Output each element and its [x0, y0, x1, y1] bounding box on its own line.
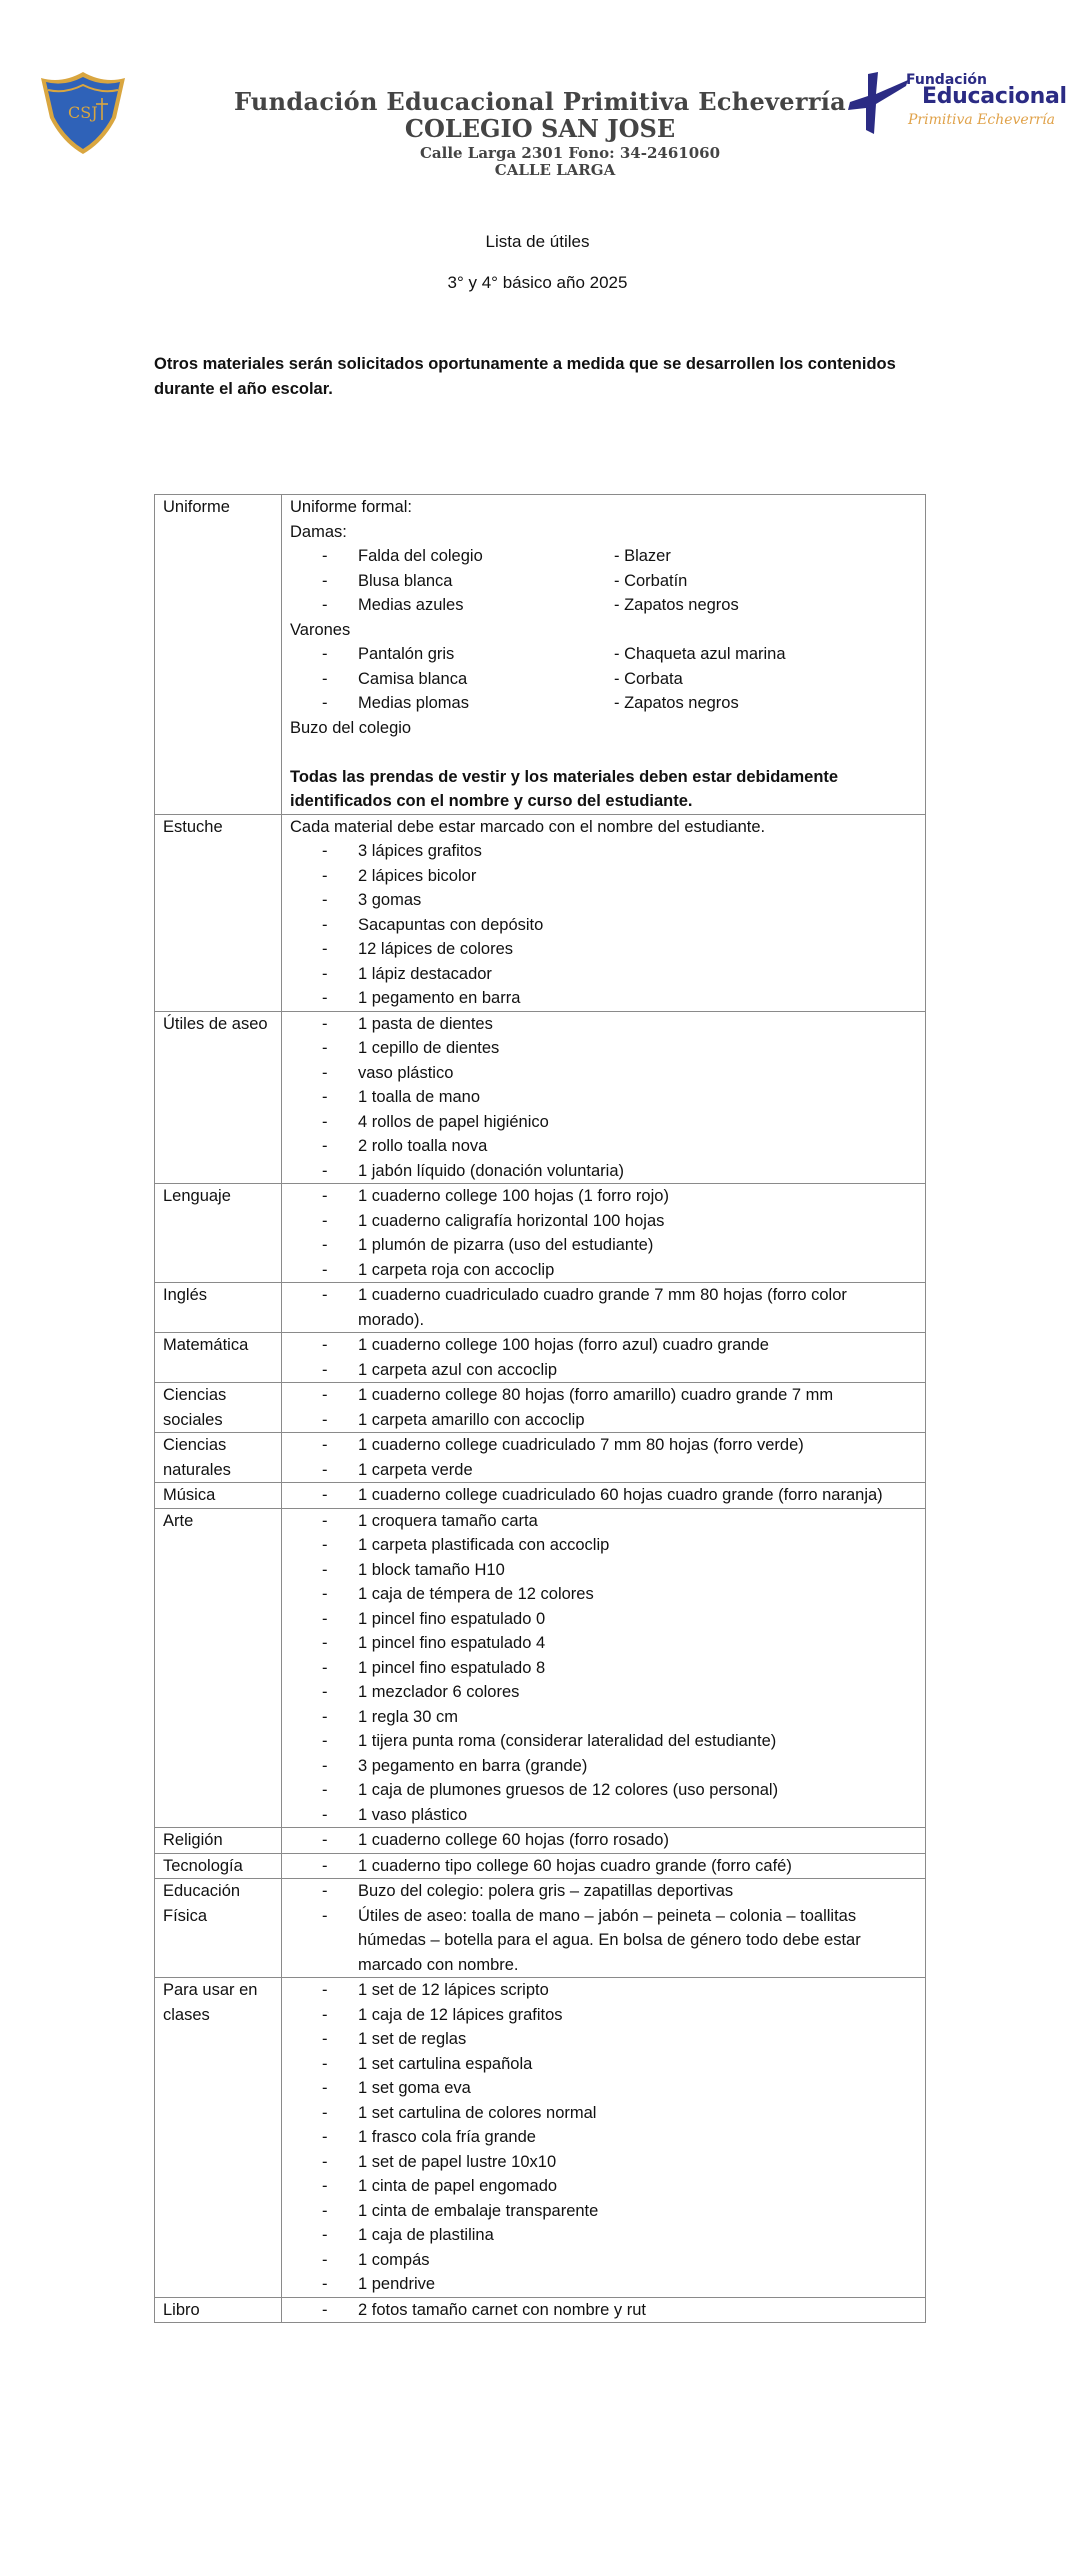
subject-cell: Lenguaje [155, 1184, 282, 1283]
list-item [290, 937, 925, 962]
list-item [290, 1680, 925, 1705]
subject-cell: Música [155, 1483, 282, 1509]
list-item [290, 1778, 925, 1803]
item-text: 1 block tamaño H10 [358, 1560, 505, 1579]
dash-bullet: - [322, 1560, 328, 1579]
logo-word-fundacion: Fundación [906, 72, 987, 88]
list-item [290, 1358, 925, 1383]
list-item [290, 1483, 925, 1508]
subject-cell: Libro [155, 2297, 282, 2323]
item-text: 1 carpeta amarillo con accoclip [358, 1410, 585, 1429]
table-row [155, 1978, 926, 2298]
dash-bullet: - [322, 1732, 328, 1750]
dash-bullet: - [322, 1236, 328, 1254]
dash-bullet: - [322, 1634, 328, 1652]
list-item [290, 1184, 925, 1209]
list-item [290, 1509, 925, 1534]
item-text: 1 jabón líquido (donación voluntaria) [358, 1161, 625, 1180]
list-item: - Falda del colegio - Blazer [322, 547, 671, 565]
list-item [290, 2003, 925, 2028]
dash-bullet: - [322, 2300, 328, 2319]
list-item [290, 839, 925, 864]
item-text: 1 set cartulina española [358, 2054, 533, 2073]
list-item [290, 2101, 925, 2126]
item-text: 1 cinta de embalaje transparente [358, 2201, 599, 2220]
item-text: 12 lápices de colores [358, 940, 514, 958]
item-text: vaso plástico [358, 1063, 454, 1082]
item-text: 1 cepillo de dientes [358, 1039, 500, 1057]
table-row [155, 1508, 926, 1828]
item-text: 1 set cartulina de colores normal [358, 2103, 597, 2122]
item-text: 1 cuaderno college 100 hojas (1 forro rojo) [358, 1187, 669, 1205]
subject-cell: Para usar en clases [155, 1978, 282, 2298]
item-text: 1 caja de plastilina [358, 2226, 494, 2244]
list-item [290, 1408, 925, 1433]
item-text: 1 caja de témpera de 12 colores [358, 1585, 594, 1603]
item-text: 1 regla 30 cm [358, 1707, 458, 1726]
item-text: 1 carpeta azul con accoclip [358, 1360, 558, 1379]
item-text: 2 rollo toalla nova [358, 1137, 488, 1155]
list-item [290, 1458, 925, 1483]
list-item: - Camisa blanca - Corbata [322, 669, 683, 688]
list-item [290, 2272, 925, 2297]
subject-cell: Estuche [155, 814, 282, 1011]
table-row-uniforme [155, 495, 926, 815]
list-item: - Pantalón gris - Chaqueta azul marina [322, 645, 786, 663]
dash-bullet: - [322, 1707, 328, 1726]
list-item [290, 1383, 925, 1408]
table-row [155, 2297, 926, 2323]
dash-bullet: - [322, 1856, 328, 1875]
item-text: 1 pincel fino espatulado 0 [358, 1609, 546, 1628]
dash-bullet: - [322, 1211, 328, 1230]
tracksuit-line: Buzo del colegio [290, 718, 412, 737]
school-crest-icon [38, 70, 128, 156]
item-text: 1 cuaderno college cuadriculado 7 mm 80 hojas (forro verde) [358, 1436, 804, 1454]
dash-bullet: - [322, 1585, 328, 1603]
table-row [155, 1383, 926, 1433]
list-item [290, 2150, 925, 2175]
dash-bullet: - [322, 2177, 328, 2195]
item-text: 3 lápices grafitos [358, 842, 482, 860]
subject-cell: Inglés [155, 1283, 282, 1333]
content-cell [282, 495, 926, 815]
subject-cell: Ciencias sociales [155, 1383, 282, 1433]
list-item [290, 1754, 925, 1779]
item-text: 1 cuaderno college 60 hojas (forro rosado) [358, 1831, 669, 1849]
dash-bullet: - [322, 2152, 328, 2171]
dash-bullet: - [322, 1286, 328, 1304]
logo-word-primitiva: Primitiva Echeverría [908, 112, 1055, 128]
item-text: 1 pendrive [358, 2275, 436, 2293]
dash-bullet: - [322, 2079, 328, 2097]
dash-bullet: - [322, 866, 328, 885]
item-text: 1 plumón de pizarra (uso del estudiante) [358, 1236, 654, 1254]
item-text: 1 cuaderno college cuadriculado 60 hojas cuadro grande (forro naranja) [358, 1486, 883, 1504]
content-cell [282, 1333, 926, 1383]
school-town: CALLE LARGA [494, 161, 616, 179]
table-row [155, 1333, 926, 1383]
subject-cell: Útiles de aseo [155, 1011, 282, 1184]
foundation-logo [846, 70, 1075, 136]
content-cell [282, 1853, 926, 1879]
item-text: 1 tijera punta roma (considerar lateralidad del estudiante) [358, 1732, 777, 1750]
dash-bullet: - [322, 915, 328, 934]
item-text: Sacapuntas con depósito [358, 915, 544, 934]
content-cell [282, 1978, 926, 2298]
intro-notice: Otros materiales serán solicitados oportunamente a medida que se desarrollen los contenidos durante el año escolar. [154, 355, 896, 398]
content-cell [282, 1184, 926, 1283]
letterhead [200, 88, 880, 179]
dash-bullet: - [322, 2030, 328, 2048]
item-text: 1 cuaderno cuadriculado cuadro grande 7 mm 80 hojas (forro color morado). [358, 1286, 847, 1329]
dash-bullet: - [322, 1410, 328, 1429]
cross-icon [846, 70, 912, 136]
item-text: 1 pincel fino espatulado 8 [358, 1658, 546, 1677]
table-row [155, 1879, 926, 1978]
table-row [155, 1828, 926, 1854]
content-cell [282, 1283, 926, 1333]
logo-word-educacional: Educacional [922, 84, 1067, 109]
list-item [290, 1233, 925, 1258]
dash-bullet: - [322, 1805, 328, 1824]
dash-bullet: - [322, 1187, 328, 1205]
item-text: 1 cinta de papel engomado [358, 2177, 558, 2195]
item-text: 1 pasta de dientes [358, 1014, 493, 1033]
list-item [290, 1433, 925, 1458]
item-text: 1 cuaderno college 100 hojas (forro azul) cuadro grande [358, 1336, 769, 1354]
dash-bullet: - [322, 1260, 328, 1279]
dash-bullet: - [322, 1336, 328, 1354]
list-item [290, 2199, 925, 2224]
dash-bullet: - [322, 1063, 328, 1082]
dash-bullet: - [322, 842, 328, 860]
uniform-heading: Uniforme formal: [290, 498, 412, 516]
item-text: Útiles de aseo: toalla de mano – jabón – peineta – colonia – toallitas húmedas – botella para el agua. En bolsa de género todo debe estar marcado con nombre. [358, 1906, 861, 1974]
list-item [290, 1582, 925, 1607]
men-label: Varones [290, 620, 351, 639]
list-item [290, 986, 925, 1011]
item-text: 1 set de 12 lápices scripto [358, 1981, 549, 1999]
dash-bullet: - [322, 1781, 328, 1799]
list-item [290, 1209, 925, 1234]
list-item [290, 1904, 925, 1978]
content-cell [282, 2297, 926, 2323]
item-text: 1 pegamento en barra [358, 989, 521, 1007]
list-item [290, 962, 925, 987]
dash-bullet: - [322, 1511, 328, 1530]
table-row [155, 1283, 926, 1333]
subject-cell: Educación Física [155, 1879, 282, 1978]
item-text: 2 fotos tamaño carnet con nombre y rut [358, 2300, 646, 2319]
dash-bullet: - [322, 891, 328, 909]
content-cell [282, 814, 926, 1011]
item-text: 1 cuaderno college 80 hojas (forro amarillo) cuadro grande 7 mm [358, 1386, 834, 1404]
list-item [290, 1134, 925, 1159]
item-text: 1 croquera tamaño carta [358, 1511, 538, 1530]
dash-bullet: - [322, 2054, 328, 2073]
dash-bullet: - [322, 1683, 328, 1701]
list-item [290, 1085, 925, 1110]
list-item [290, 1631, 925, 1656]
item-text: 1 vaso plástico [358, 1805, 468, 1824]
item-text: 1 pincel fino espatulado 4 [358, 1634, 546, 1652]
svg-text:CSJ: CSJ [68, 103, 98, 122]
dash-bullet: - [322, 1831, 328, 1849]
list-item [290, 864, 925, 889]
dash-bullet: - [322, 1436, 328, 1454]
dash-bullet: - [322, 1137, 328, 1155]
list-item [290, 2027, 925, 2052]
table-row [155, 814, 926, 1011]
item-text: 1 set de reglas [358, 2030, 467, 2048]
list-item [290, 2298, 925, 2323]
list-item [290, 1803, 925, 1828]
item-text: 1 cuaderno tipo college 60 hojas cuadro grande (forro café) [358, 1856, 792, 1875]
dash-bullet: - [322, 1906, 328, 1925]
dash-bullet: - [322, 2128, 328, 2146]
content-cell [282, 1828, 926, 1854]
list-item [290, 1656, 925, 1681]
dash-bullet: - [322, 1536, 328, 1554]
dash-bullet: - [322, 1981, 328, 1999]
list-item [290, 888, 925, 913]
list-item [290, 1110, 925, 1135]
item-text: 4 rollos de papel higiénico [358, 1112, 549, 1131]
table-row [155, 1011, 926, 1184]
item-text: 1 mezclador 6 colores [358, 1683, 520, 1701]
dash-bullet: - [322, 2201, 328, 2220]
subject-cell: Uniforme [155, 495, 282, 815]
item-text: 1 frasco cola fría grande [358, 2128, 536, 2146]
list-item [290, 2052, 925, 2077]
dash-bullet: - [322, 1386, 328, 1404]
item-text: 2 lápices bicolor [358, 866, 477, 885]
content-cell [282, 1879, 926, 1978]
item-text: 3 pegamento en barra (grande) [358, 1756, 588, 1775]
list-item [290, 1607, 925, 1632]
subject-cell: Matemática [155, 1333, 282, 1383]
list-item [290, 2125, 925, 2150]
list-item [290, 2076, 925, 2101]
item-text: 1 carpeta verde [358, 1460, 473, 1479]
school-address: Calle Larga 2301 Fono: 34-2461060 [419, 144, 721, 162]
item-text: 3 gomas [358, 891, 422, 909]
table-row [155, 1184, 926, 1283]
list-item: - Medias azules - Zapatos negros [322, 596, 739, 614]
dash-bullet: - [322, 1486, 328, 1504]
list-item [290, 913, 925, 938]
document-subtitle: 3° y 4° básico año 2025 [447, 273, 628, 292]
item-text: 1 caja de plumones gruesos de 12 colores (uso personal) [358, 1781, 779, 1799]
women-label: Damas: [290, 522, 347, 541]
list-item [290, 1879, 925, 1904]
list-item [290, 2248, 925, 2273]
dash-bullet: - [322, 940, 328, 958]
dash-bullet: - [322, 1161, 328, 1180]
list-item [290, 1258, 925, 1283]
document-title: Lista de útiles [485, 232, 590, 251]
list-item [290, 1061, 925, 1086]
list-item [290, 1012, 925, 1037]
uniform-notice: Todas las prendas de vestir y los materiales deben estar debidamente identificados con el nombre y curso del estudiante. [290, 767, 839, 810]
content-cell [282, 1508, 926, 1828]
item-text: 1 carpeta roja con accoclip [358, 1260, 555, 1279]
dash-bullet: - [322, 1014, 328, 1033]
list-item [290, 1828, 925, 1853]
list-item [290, 1283, 925, 1332]
item-text: 1 lápiz destacador [358, 964, 492, 983]
item-text: 1 carpeta plastificada con accoclip [358, 1536, 610, 1554]
item-text: 1 toalla de mano [358, 1088, 481, 1106]
dash-bullet: - [322, 1112, 328, 1131]
dash-bullet: - [322, 1088, 328, 1106]
dash-bullet: - [322, 1039, 328, 1057]
item-text: 1 set goma eva [358, 2079, 471, 2097]
foundation-name: Fundación Educacional Primitiva Echeverría [233, 87, 847, 116]
dash-bullet: - [322, 964, 328, 983]
list-item [290, 1159, 925, 1184]
subject-cell: Religión [155, 1828, 282, 1854]
dash-bullet: - [322, 1609, 328, 1628]
content-cell [282, 1433, 926, 1483]
list-item [290, 1333, 925, 1358]
dash-bullet: - [322, 1360, 328, 1379]
section-note: Cada material debe estar marcado con el nombre del estudiante. [290, 817, 766, 836]
dash-bullet: - [322, 1756, 328, 1775]
list-item [290, 2174, 925, 2199]
list-item: - Blusa blanca - Corbatín [322, 571, 688, 590]
item-text: 1 caja de 12 lápices grafitos [358, 2005, 563, 2024]
content-cell [282, 1483, 926, 1509]
list-item [290, 1558, 925, 1583]
content-cell [282, 1011, 926, 1184]
content-cell [282, 1383, 926, 1433]
dash-bullet: - [322, 989, 328, 1007]
subject-cell: Arte [155, 1508, 282, 1828]
list-item [290, 1533, 925, 1558]
supplies-table [154, 494, 926, 2323]
dash-bullet: - [322, 2005, 328, 2024]
list-item [290, 1729, 925, 1754]
item-text: Buzo del colegio: polera gris – zapatillas deportivas [358, 1882, 734, 1900]
dash-bullet: - [322, 2275, 328, 2293]
subject-cell: Tecnología [155, 1853, 282, 1879]
item-text: 1 compás [358, 2250, 430, 2269]
table-row [155, 1433, 926, 1483]
school-name: COLEGIO SAN JOSE [404, 114, 676, 143]
dash-bullet: - [322, 2226, 328, 2244]
dash-bullet: - [322, 1460, 328, 1479]
subject-cell: Ciencias naturales [155, 1433, 282, 1483]
item-text: 1 cuaderno caligrafía horizontal 100 hojas [358, 1211, 665, 1230]
table-row [155, 1483, 926, 1509]
dash-bullet: - [322, 2250, 328, 2269]
list-item [290, 1854, 925, 1879]
list-item [290, 1978, 925, 2003]
table-row [155, 1853, 926, 1879]
dash-bullet: - [322, 1882, 328, 1900]
list-item [290, 2223, 925, 2248]
list-item [290, 1705, 925, 1730]
dash-bullet: - [322, 2103, 328, 2122]
list-item: - Medias plomas - Zapatos negros [322, 694, 739, 712]
dash-bullet: - [322, 1658, 328, 1677]
list-item [290, 1036, 925, 1061]
item-text: 1 set de papel lustre 10x10 [358, 2152, 557, 2171]
